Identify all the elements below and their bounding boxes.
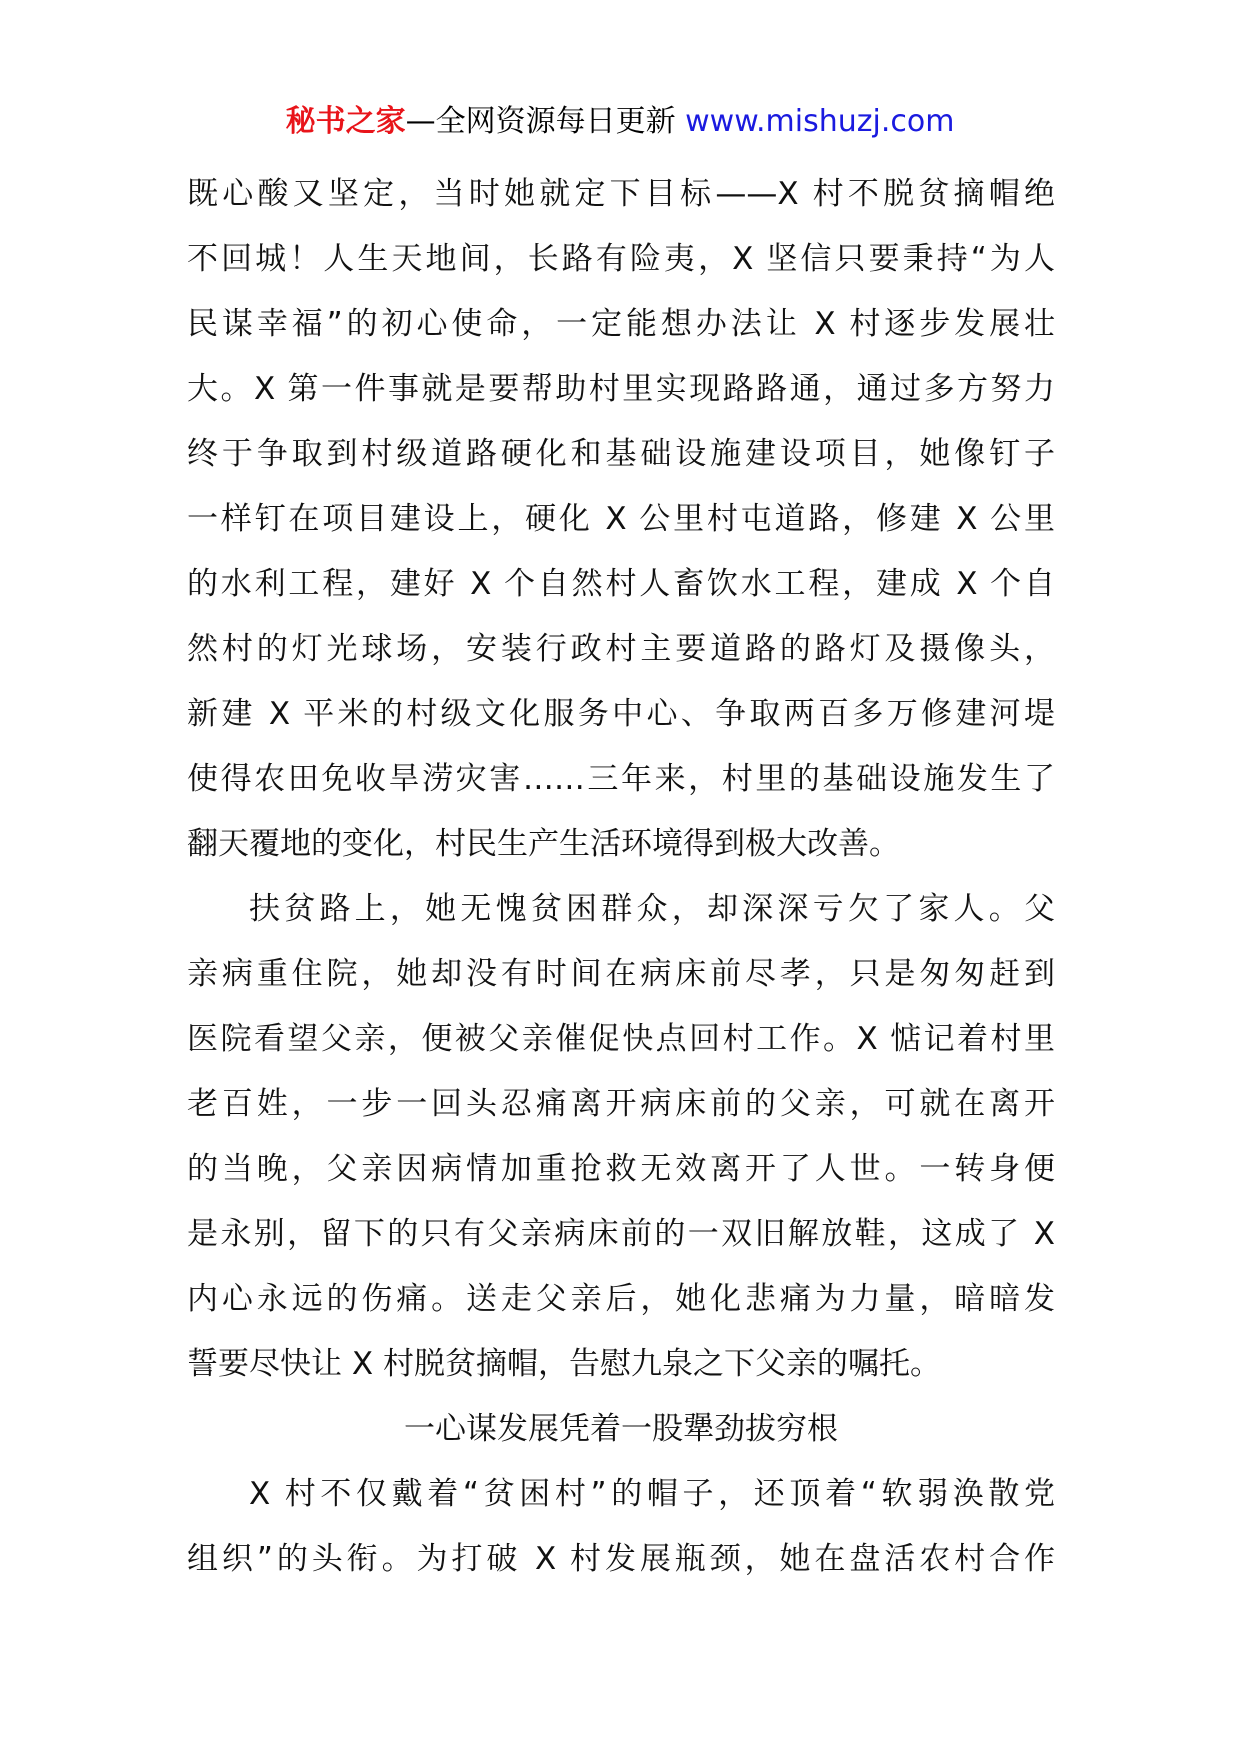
text-line: 使得农田免收旱涝灾害……三年来，村里的基础设施发生了 bbox=[187, 761, 1055, 797]
paragraph-first-line: X 村不仅戴着“贫困村”的帽子，还顶着“软弱涣散党 bbox=[249, 1476, 1055, 1512]
text-line: 一样钉在项目建设上，硬化 X 公里村屯道路，修建 X 公里 bbox=[187, 501, 1055, 537]
text-line: 誓要尽快让 X 村脱贫摘帽，告慰九泉之下父亲的嘱托。 bbox=[187, 1346, 941, 1382]
page-header bbox=[0, 100, 1240, 144]
text-line: 翻天覆地的变化，村民生产生活环境得到极大改善。 bbox=[187, 826, 900, 862]
text-line: 内心永远的伤痛。送走父亲后，她化悲痛为力量，暗暗发 bbox=[187, 1281, 1055, 1317]
site-url-link[interactable]: www.mishuzj.com bbox=[685, 104, 955, 139]
text-line: 的水利工程，建好 X 个自然村人畜饮水工程，建成 X 个自 bbox=[187, 566, 1055, 602]
text-line: 是永别，留下的只有父亲病床前的一双旧解放鞋，这成了 X bbox=[187, 1216, 1055, 1252]
text-line: 老百姓，一步一回头忍痛离开病床前的父亲，可就在离开 bbox=[187, 1086, 1055, 1122]
text-line: 大。X 第一件事就是要帮助村里实现路路通，通过多方努力 bbox=[187, 371, 1055, 407]
text-line: 终于争取到村级道路硬化和基础设施建设项目，她像钉子 bbox=[187, 436, 1055, 472]
text-line: 既心酸又坚定，当时她就定下目标——X 村不脱贫摘帽绝 bbox=[187, 176, 1055, 212]
text-line: 组织”的头衔。为打破 X 村发展瓶颈，她在盘活农村合作 bbox=[187, 1541, 1055, 1577]
text-line: 然村的灯光球场，安装行政村主要道路的路灯及摄像头， bbox=[187, 631, 1055, 667]
article-body bbox=[187, 162, 1055, 1592]
section-heading: 一心谋发展凭着一股犟劲拔穷根 bbox=[404, 1411, 838, 1447]
site-brand: 秘书之家 bbox=[285, 104, 406, 139]
text-line: 的当晚，父亲因病情加重抢救无效离开了人世。一转身便 bbox=[187, 1151, 1055, 1187]
text-line: 亲病重住院，她却没有时间在病床前尽孝，只是匆匆赶到 bbox=[187, 956, 1055, 992]
paragraph-first-line: 扶贫路上，她无愧贫困群众，却深深亏欠了家人。父 bbox=[249, 891, 1055, 927]
text-line: 医院看望父亲，便被父亲催促快点回村工作。X 惦记着村里 bbox=[187, 1021, 1055, 1057]
site-tagline: —全网资源每日更新 bbox=[405, 104, 676, 139]
text-line: 新建 X 平米的村级文化服务中心、争取两百多万修建河堤 bbox=[187, 696, 1055, 732]
text-line: 民谋幸福”的初心使命，一定能想办法让 X 村逐步发展壮 bbox=[187, 306, 1055, 342]
text-line: 不回城！人生天地间，长路有险夷，X 坚信只要秉持“为人 bbox=[187, 241, 1055, 277]
